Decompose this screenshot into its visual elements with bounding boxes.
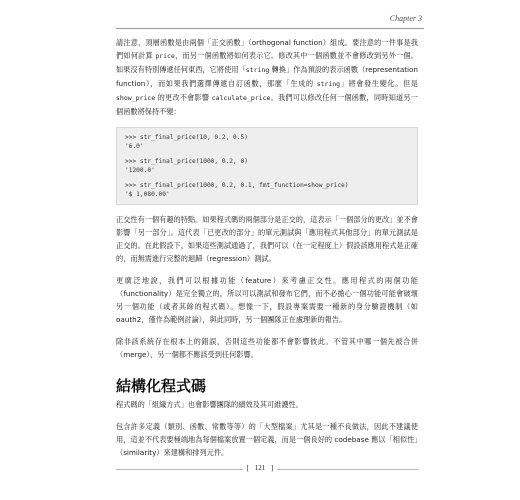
section-title: 結構化程式碼 [116,377,207,395]
chapter-label: Chapter 3 [389,14,422,23]
code-line: >>> str_final_price(10, 0.2, 0.5) [125,134,248,141]
code-line: '1200.0' [125,167,155,174]
code-line: >>> str_final_price(1000, 0.2, 0) [125,158,248,165]
paragraph-orthogonal-functions: 請注意，頂層函數是由兩個「正交函數」（orthogonal function）組成。要注意的一件事是我們如何計算 price，而另一個函數將如何表示它。修改其中一個函數並不會修改到另外一個。如果沒有特別傳遞任何東西，它將使用「string 轉換」作為預設的表示函數（representation function），而如果我們選擇傳遞自訂函數，那麼「生成的 string」將會發生變化。但是 show_price 的更改不會影響 calculate_price。我們可以修改任何一個函數，同時知道另一個函數將保持不變： [116,38,418,116]
header-rule [116,28,424,29]
page-content [116,36,418,459]
inline-code: calculate_price [211,94,271,102]
paragraph-independent-merge: 除非該系統存在根本上的錯誤，否則這些功能都不會影響彼此。不管其中哪一個先被合併（merge），另一個都不應該受到任何影響。 [116,337,418,359]
paragraph-large-files: 包含許多定義（類別、函數、常數等等）的「大型檔案」尤其是一種不良做法，因此不建議使用，這並不代表要極端地為每個檔案放置一個定義，而是一個良好的 codebase 應以「相似性」（similarity）來建構和排列元件。 [116,422,418,457]
paragraph-code-organization: 程式碼的「組織方式」也會影響團隊的績效及其可維護性。 [116,400,303,409]
inline-code: show_price [116,94,156,102]
code-line: '$ 1,080.00' [125,191,170,198]
inline-code: string [316,80,341,88]
code-block [116,127,418,205]
code-line: >>> str_final_price(1000, 0.2, 0.1, fmt_function=show_price) [125,182,349,189]
paragraph-orthogonality-testing: 正交性有一個有趣的特點。如果程式碼的兩個部分是正交的，這表示「一個部分的更改」並不會影響「另一部分」。這代表「已更改的部分」的單元測試與「應用程式其他部分」的單元測試是正交的。在此假設下，如果這些測試通過了，我們可以（在一定程度上）假設該應用程式是正確的，而無需進行完整的迴歸（regression）測試。 [116,215,418,263]
inline-code: price [155,52,175,60]
code-line: '6.0' [125,143,144,150]
inline-code: string [245,66,270,74]
paragraph-feature-orthogonality: 更廣泛地說，我們可以根據功能（feature）來考慮正交性。應用程式的兩個功能（functionality）是完全獨立的，所以可以測試和發布它們，而不必擔心一個功能可能會破壞另一個功能（或者其餘的程式碼）。想像一下，假設專案需要一種新的身分驗證機制（如 oauth2，僅作為範例討論），與此同時，另一個團隊正在處理新的報告。 [116,276,418,324]
page-number: [ 121 ] [0,464,520,472]
